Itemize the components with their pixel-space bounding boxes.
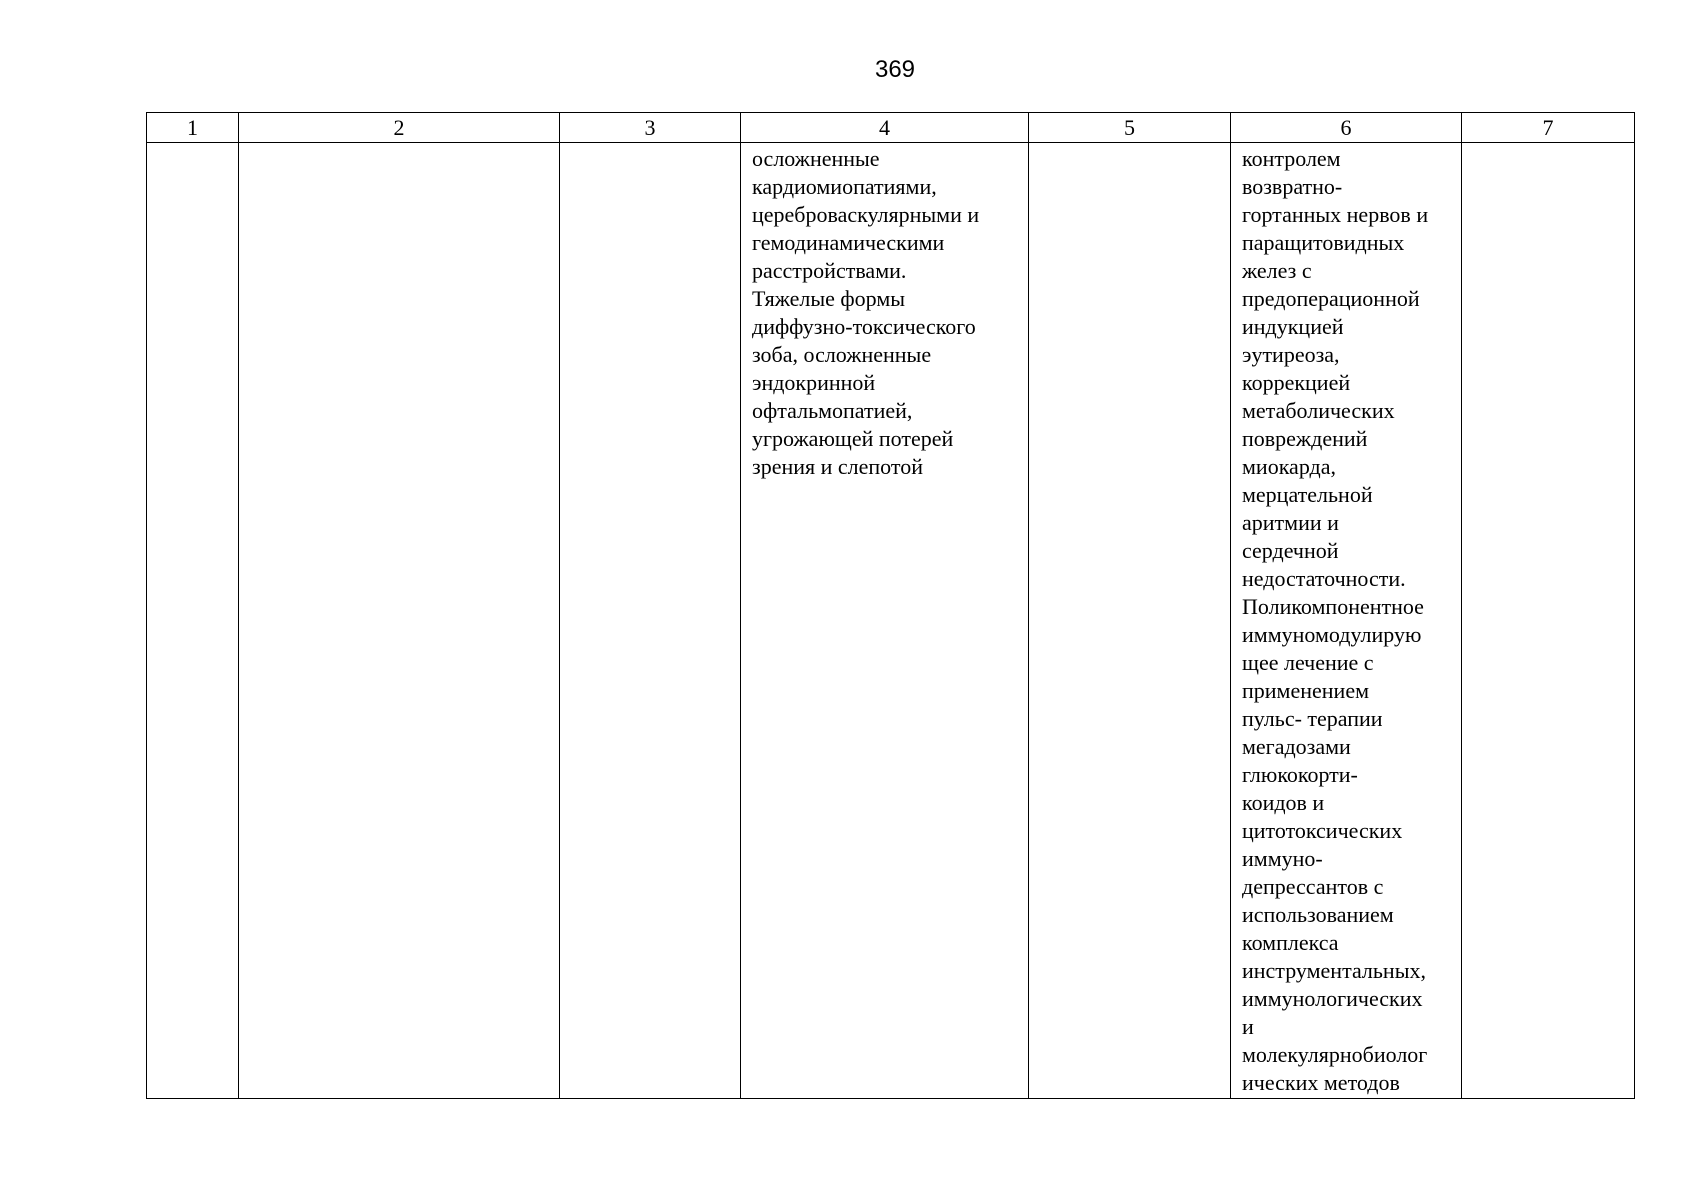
column-header-2: 2 xyxy=(239,113,560,143)
cell-col-4 xyxy=(741,143,1029,1099)
cell-col-2 xyxy=(239,143,560,1099)
table-header-row xyxy=(147,113,1635,143)
cell-text-col-6: контролем возвратно- гортанных нервов и паращитовидных желез с предоперационной индукцией эутиреоза, коррекцией метаболических повреждений миокарда, мерцательной аритмии и сердечной недостаточности. Поликомпонентное иммуномодулирую щее лечение с применением пульс- терапии мегадозами глюкокорти- коидов и цитотоксических иммуно- депрессантов с использованием комплекса инструментальных, иммунологических и молекулярнобиолог ических методов xyxy=(1242,146,1429,1095)
column-header-1: 1 xyxy=(147,113,239,143)
cell-col-5 xyxy=(1029,143,1231,1099)
cell-text-col-5 xyxy=(1029,143,1230,145)
column-header-3: 3 xyxy=(560,113,741,143)
page-number: 369 xyxy=(874,56,916,83)
cell-text-col-4: осложненные кардиомиопатиями, цереброваскулярными и гемодинамическими расстройствами. Тяжелые формы диффузно-токсического зоба, осложненные эндокринной офтальмопатией, угрожающей потерей зрения и слепотой xyxy=(752,146,980,479)
cell-text-col-2 xyxy=(239,143,559,145)
cell-col-7 xyxy=(1462,143,1635,1099)
cell-text-col-3 xyxy=(560,143,740,145)
cell-text-col-1 xyxy=(147,143,238,145)
cell-col-6 xyxy=(1231,143,1462,1099)
column-header-6: 6 xyxy=(1231,113,1462,143)
column-header-4: 4 xyxy=(741,113,1029,143)
medical-table xyxy=(146,112,1635,1099)
cell-col-1 xyxy=(147,143,239,1099)
table-row xyxy=(147,143,1635,1099)
column-header-7: 7 xyxy=(1462,113,1635,143)
column-header-5: 5 xyxy=(1029,113,1231,143)
cell-col-3 xyxy=(560,143,741,1099)
cell-text-col-7 xyxy=(1462,143,1634,145)
